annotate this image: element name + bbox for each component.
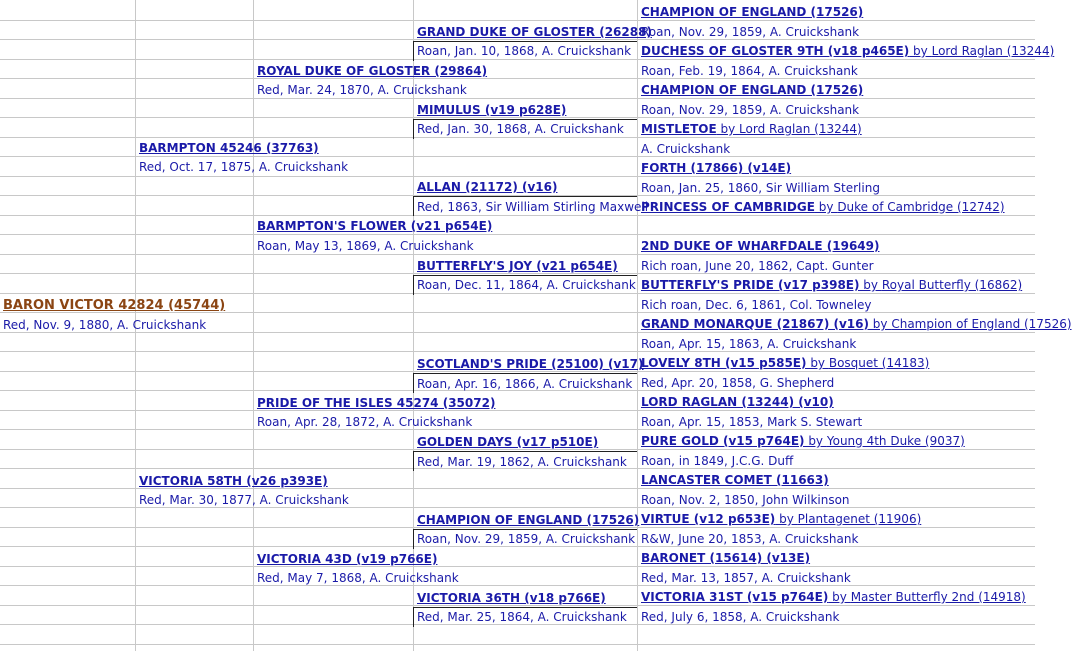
g4-animal-14[interactable]: [638, 549, 1035, 568]
g4-animal-info-4: Roan, Jan. 25, 1860, Sir William Sterling: [641, 181, 880, 195]
g3-ddd-info: Red, Mar. 25, 1864, A. Cruickshank: [417, 610, 627, 624]
g4-sire-link[interactable]: Royal Butterfly (16862): [881, 278, 1023, 292]
g4-animal-3[interactable]: [638, 120, 1035, 139]
g4-animal-4[interactable]: [638, 159, 1035, 178]
g4-animal-12[interactable]: [638, 471, 1035, 490]
g4-animal-9[interactable]: [638, 354, 1035, 373]
dam-dam-name[interactable]: VICTORIA 43D (v19 p766E): [257, 552, 438, 566]
g4-animal-info-1: Roan, Feb. 19, 1864, A. Cruickshank: [641, 64, 858, 78]
g4-sire-link[interactable]: Lord Raglan (13244): [931, 44, 1055, 58]
g4-sire-link[interactable]: Bosquet (14183): [828, 356, 930, 370]
g3-ssd-name[interactable]: MIMULUS (v19 p628E): [417, 103, 567, 117]
g3-sss-name[interactable]: GRAND DUKE OF GLOSTER (26288): [417, 25, 652, 39]
g4-sire-link[interactable]: Champion of England (17526): [891, 317, 1072, 331]
g4-sire-link[interactable]: Plantagenet (11906): [797, 512, 922, 526]
g4-sire-link[interactable]: Young 4th Duke (9037): [826, 434, 965, 448]
g4-by-label: by: [828, 590, 851, 604]
g4-animal-info-14: Red, Mar. 13, 1857, A. Cruickshank: [641, 571, 851, 585]
g4-animal-name[interactable]: BUTTERFLY'S PRIDE (v17 p398E): [641, 278, 860, 292]
g3-dds-info: Roan, Nov. 29, 1859, A. Cruickshank: [417, 532, 636, 546]
sire-dam-info: Roan, May 13, 1869, A. Cruickshank: [257, 239, 474, 253]
g4-sire-link[interactable]: Master Butterfly 2nd (14918): [850, 590, 1026, 604]
g4-animal-5[interactable]: [638, 198, 1035, 217]
g4-animal-10[interactable]: [638, 393, 1035, 412]
g3-dsd-name[interactable]: GOLDEN DAYS (v17 p510E): [417, 435, 599, 449]
g3-sdd-name[interactable]: BUTTERFLY'S JOY (v21 p654E): [417, 259, 618, 273]
g3-sdd-info: Roan, Dec. 11, 1864, A. Cruickshank: [417, 278, 636, 292]
g3-sds-name[interactable]: ALLAN (21172) (v16): [417, 180, 558, 194]
row-divider: [0, 644, 1035, 645]
g4-animal-info-10: Roan, Apr. 15, 1853, Mark S. Stewart: [641, 415, 863, 429]
g4-animal-info-3: A. Cruickshank: [641, 142, 731, 156]
g4-animal-name[interactable]: LOVELY 8TH (v15 p585E): [641, 356, 807, 370]
dam-sire-info: Roan, Apr. 28, 1872, A. Cruickshank: [257, 415, 473, 429]
g4-by-label: by: [909, 44, 932, 58]
g4-by-label: by: [859, 278, 882, 292]
row-divider: [0, 234, 1035, 235]
g4-animal-info-11: Roan, in 1849, J.C.G. Duff: [641, 454, 794, 468]
g3-ssd-info: Red, Jan. 30, 1868, A. Cruickshank: [417, 122, 624, 136]
dam-name[interactable]: VICTORIA 58TH (v26 p393E): [139, 474, 328, 488]
g4-sire-link[interactable]: Duke of Cambridge (12742): [837, 200, 1005, 214]
dam-dam-info: Red, May 7, 1868, A. Cruickshank: [257, 571, 459, 585]
g4-by-label: by: [806, 356, 829, 370]
g4-by-label: by: [814, 200, 838, 214]
g4-by-label: by: [775, 512, 798, 526]
g4-animal-info-9: Red, Apr. 20, 1858, G. Shepherd: [641, 376, 835, 390]
g4-animal-name[interactable]: VICTORIA 31ST (v15 p764E): [641, 590, 829, 604]
dam-info: Red, Mar. 30, 1877, A. Cruickshank: [139, 493, 349, 507]
g4-animal-name[interactable]: LORD RAGLAN (13244) (v10): [641, 395, 834, 409]
g4-animal-1[interactable]: [638, 42, 1055, 61]
g3-sds-info: Red, 1863, Sir William Stirling Maxwell: [417, 200, 649, 214]
g4-animal-info-2: Roan, Nov. 29, 1859, A. Cruickshank: [641, 103, 860, 117]
sire-dam-name[interactable]: BARMPTON'S FLOWER (v21 p654E): [257, 219, 493, 233]
g3-ddd-name[interactable]: VICTORIA 36TH (v18 p766E): [417, 591, 606, 605]
g4-animal-6[interactable]: [638, 237, 1035, 256]
g4-animal-15[interactable]: [638, 588, 1035, 607]
sire-info: Red, Oct. 17, 1875, A. Cruickshank: [139, 160, 349, 174]
g4-animal-info-0: Roan, Nov. 29, 1859, A. Cruickshank: [641, 25, 860, 39]
g4-animal-name[interactable]: GRAND MONARQUE (21867) (v16): [641, 317, 869, 331]
g4-animal-name[interactable]: CHAMPION OF ENGLAND (17526): [641, 83, 864, 97]
g4-animal-name[interactable]: BARONET (15614) (v13E): [641, 551, 811, 565]
g4-animal-info-8: Roan, Apr. 15, 1863, A. Cruickshank: [641, 337, 857, 351]
sire-sire-info: Red, Mar. 24, 1870, A. Cruickshank: [257, 83, 467, 97]
g4-animal-2[interactable]: [638, 81, 1035, 100]
g4-by-label: by: [716, 122, 740, 136]
sire-name[interactable]: BARMPTON 45246 (37763): [139, 141, 319, 155]
sire-sire-name[interactable]: ROYAL DUKE OF GLOSTER (29864): [257, 64, 488, 78]
g3-sss-info: Roan, Jan. 10, 1868, A. Cruickshank: [417, 44, 632, 58]
g4-animal-8[interactable]: [638, 315, 1072, 334]
g3-dss-info: Roan, Apr. 16, 1866, A. Cruickshank: [417, 377, 633, 391]
g4-animal-info-15: Red, July 6, 1858, A. Cruickshank: [641, 610, 840, 624]
dam-sire-name[interactable]: PRIDE OF THE ISLES 45274 (35072): [257, 396, 496, 410]
g4-animal-info-6: Rich roan, June 20, 1862, Capt. Gunter: [641, 259, 874, 273]
g4-sire-link[interactable]: Lord Raglan (13244): [739, 122, 862, 136]
g4-animal-name[interactable]: PRINCESS OF CAMBRIDGE: [641, 200, 815, 214]
g4-animal-13[interactable]: [638, 510, 1035, 529]
g4-by-label: by: [868, 317, 892, 331]
g4-animal-name[interactable]: PURE GOLD (v15 p764E): [641, 434, 805, 448]
g4-animal-name[interactable]: LANCASTER COMET (11663): [641, 473, 829, 487]
g4-animal-info-12: Roan, Nov. 2, 1850, John Wilkinson: [641, 493, 850, 507]
g4-animal-info-7: Rich roan, Dec. 6, 1861, Col. Towneley: [641, 298, 872, 312]
g4-animal-info-13: R&W, June 20, 1853, A. Cruickshank: [641, 532, 859, 546]
root-animal-name[interactable]: BARON VICTOR 42824 (45744): [3, 298, 226, 313]
g4-animal-name[interactable]: FORTH (17866) (v14E): [641, 161, 792, 175]
g3-dsd-info: Red, Mar. 19, 1862, A. Cruickshank: [417, 455, 627, 469]
g4-animal-0[interactable]: [638, 3, 1035, 22]
g3-dds-name[interactable]: CHAMPION OF ENGLAND (17526): [417, 513, 640, 527]
root-animal-info: Red, Nov. 9, 1880, A. Cruickshank: [3, 318, 207, 332]
g4-by-label: by: [804, 434, 827, 448]
g4-animal-name[interactable]: DUCHESS OF GLOSTER 9TH (v18 p465E): [641, 44, 910, 58]
g4-animal-name[interactable]: CHAMPION OF ENGLAND (17526): [641, 5, 864, 19]
g4-animal-name[interactable]: 2ND DUKE OF WHARFDALE (19649): [641, 239, 880, 253]
g4-animal-11[interactable]: [638, 432, 1035, 451]
g3-dss-name[interactable]: SCOTLAND'S PRIDE (25100) (v17): [417, 357, 644, 371]
g4-animal-name[interactable]: MISTLETOE: [641, 122, 717, 136]
g4-animal-7[interactable]: [638, 276, 1035, 295]
g4-animal-name[interactable]: VIRTUE (v12 p653E): [641, 512, 776, 526]
